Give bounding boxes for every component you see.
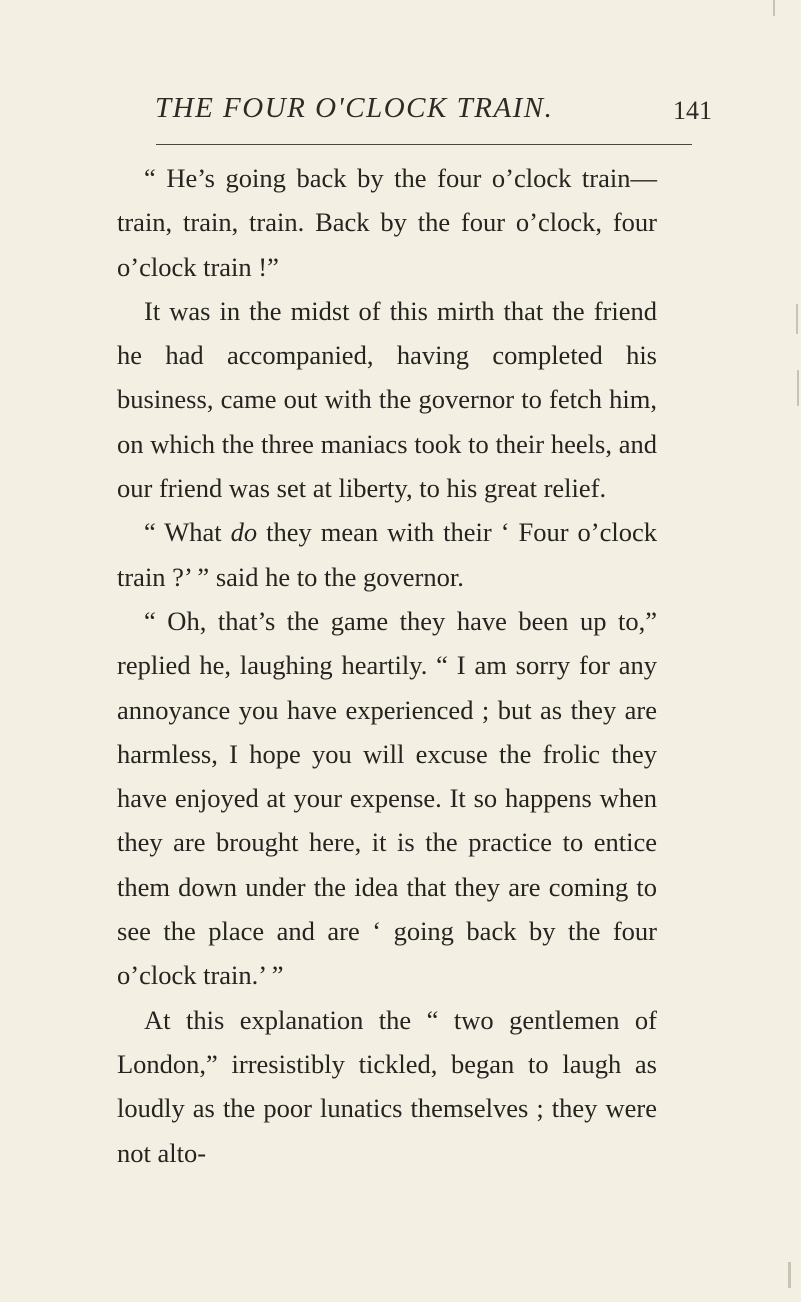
paragraph-1: “ He’s going back by the four o’clock train—train, train, train. Back by the four o’clock, four o’clock train !”	[117, 163, 657, 282]
body-text	[117, 156, 657, 1175]
paragraph-5: At this explanation the “ two gentlemen of London,” irresistibly tickled, began to laugh as loudly as the poor lunatics themselves ; they were not alto-	[117, 1004, 657, 1168]
paper-speck	[788, 1262, 791, 1288]
running-title: THE FOUR O'CLOCK TRAIN.	[155, 92, 554, 124]
page-number: 141	[673, 96, 712, 125]
paper-speck	[797, 370, 799, 406]
paragraph-3	[117, 510, 657, 599]
paragraph-3-end: they mean with their ‘ Four o’clock train ?’ ” said he to the governor.	[117, 517, 657, 592]
emphasis-word: do	[230, 517, 258, 548]
paragraph-2: It was in the midst of this mirth that the friend he had accompanied, having completed his business, came out with the governor to fetch him, on which the three maniacs took to their heels, and our friend was set at liberty, to his great relief.	[117, 295, 657, 504]
paper-speck	[773, 0, 775, 16]
paragraph-4: “ Oh, that’s the game they have been up to,” replied he, laughing heartily. “ I am sorry for any annoyance you have experienced ; but as they are harmless, I hope you will excuse the frolic they have enjoyed at your expense. It so happens when they are brought here, it is the practice to entice them down under the idea that they are coming to see the place and are ‘ going back by the four o’clock train.’ ”	[117, 605, 657, 991]
paragraph-3-start: “ What	[144, 517, 231, 548]
paper-speck	[796, 304, 798, 334]
header-rule	[156, 144, 692, 145]
